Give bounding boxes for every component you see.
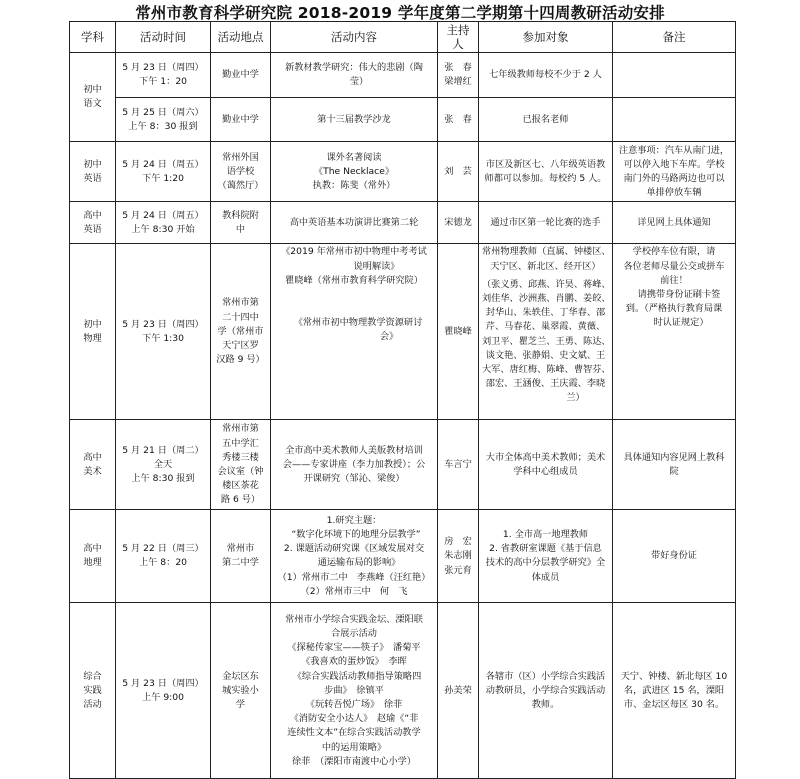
time-cell: 5 月 23 日（周四） 下午 1：20: [116, 53, 211, 98]
note-cell: 详见网上具体通知: [613, 202, 736, 244]
content-cell: 《2019 年常州市初中物理中考考试 说明解读》 瞿晓峰（常州市教育科学研究院） 《常州市初中物理教学资源研讨 会》: [271, 244, 438, 420]
table-row: [70, 202, 736, 244]
place-cell: 常州外国 语学校 （蔼然厅）: [211, 142, 271, 202]
audience-cell: 七年级教师每校不少于 2 人: [479, 53, 613, 98]
place-cell: 常州市第 二十四中 学（常州市 天宁区罗 汉路 9 号）: [211, 244, 271, 420]
host-cell: 孙美荣: [438, 603, 479, 779]
note-cell: 注意事项：汽车从南门进， 可以停入地下车库。学校 南门外的马路两边也可以 单排停放车辆: [613, 142, 736, 202]
place-cell: 勤业中学: [211, 53, 271, 98]
subject-cell: 初中 物理: [70, 244, 116, 420]
content-cell: 常州市小学综合实践金坛、溧阳联 合展示活动 《探秘传家宝——筷子》 潘菊平 《我喜欢的蛋炒饭》 李晖 《综合实践活动教师指导策略四 步曲》 徐镇平 《玩转吾悦广场》 徐菲 《消防安全小达人》 赵瑜《“非 连续性文本”在综合实践活动教学 中的运用策略》 徐菲 （溧阳市南渡中心小学）: [271, 603, 438, 779]
place-cell: 金坛区东 城实验小 学: [211, 603, 271, 779]
audience-cell: 大市全体高中美术教师；美术 学科中心组成员: [479, 420, 613, 510]
note-cell: 带好身份证: [613, 510, 736, 603]
content-cell: 1.研究主题： “数字化环境下的地理分层教学” 2. 课题活动研究课《区域发展对交 通运输布局的影响》 （1）常州市二中 李燕峰（汪红艳） （2）常州市三中 何 飞: [271, 510, 438, 603]
content-cell: 第十三届教学沙龙: [271, 98, 438, 142]
time-cell: 5 月 24 日（周五） 上午 8:30 开始: [116, 202, 211, 244]
note-cell: 具体通知内容见网上教科 院: [613, 420, 736, 510]
note-cell: [613, 98, 736, 142]
table-row: [70, 603, 736, 779]
header-subject: 学科: [70, 22, 116, 53]
audience-cell: 市区及新区七、八年级英语教 师都可以参加。每校约 5 人。: [479, 142, 613, 202]
header-content: 活动内容: [271, 22, 438, 53]
page-title: 常州市教育科学研究院 2018-2019 学年度第二学期第十四周教研活动安排: [135, 4, 665, 22]
header-note: 备注: [613, 22, 736, 53]
subject-cell: 高中 地理: [70, 510, 116, 603]
audience-cell: 已报名老师: [479, 98, 613, 142]
time-cell: 5 月 22 日（周三） 上午 8：20: [116, 510, 211, 603]
host-cell: 宋德龙: [438, 202, 479, 244]
host-cell: 张 春: [438, 98, 479, 142]
subject-cell: 初中 英语: [70, 142, 116, 202]
table-row: [70, 142, 736, 202]
table-row: [70, 420, 736, 510]
time-cell: 5 月 21 日（周二） 全天 上午 8:30 报到: [116, 420, 211, 510]
header-time: 活动时间: [116, 22, 211, 53]
note-cell: [613, 53, 736, 98]
content-cell: 全市高中美术教师人美版教材培训 会——专家讲座（李力加教授）；公 开课研究（邹沁、梁俊）: [271, 420, 438, 510]
host-cell: 张 春 梁增红: [438, 53, 479, 98]
header-place: 活动地点: [211, 22, 271, 53]
note-cell: 天宁、钟楼、新北每区 10 名，武进区 15 名，溧阳 市、金坛区每区 30 名。: [613, 603, 736, 779]
content-cell: 课外名著阅读 《The Necklace》 执教：陈斐（常外）: [271, 142, 438, 202]
table-row: [70, 98, 736, 142]
audience-cell: 通过市区第一轮比赛的选手: [479, 202, 613, 244]
table-row: [70, 510, 736, 603]
place-cell: 教科院附 中: [211, 202, 271, 244]
header-host: 主持人: [438, 22, 479, 53]
note-cell: 学校停车位有限，请 各位老师尽量公交或拼车 前往！ 请携带身份证刷卡签 到。（严格执行教育局课 时认证规定）: [613, 244, 736, 420]
host-cell: 瞿晓峰: [438, 244, 479, 420]
subject-cell: 高中 美术: [70, 420, 116, 510]
subject-cell: 综合 实践 活动: [70, 603, 116, 779]
place-cell: 勤业中学: [211, 98, 271, 142]
place-cell: 常州市第 五中学汇 秀楼三楼 会议室（钟 楼区茶花 路 6 号）: [211, 420, 271, 510]
place-cell: 常州市 第二中学: [211, 510, 271, 603]
host-cell: 车言宁: [438, 420, 479, 510]
host-cell: 房 宏 朱志刚 张元育: [438, 510, 479, 603]
subject-cell: 初中 语文: [70, 53, 116, 142]
audience-cell: 1. 全市高一地理教师 2. 省教研室课题《基于信息 技术的高中分层教学研究》全 体成员: [479, 510, 613, 603]
table-row: [70, 53, 736, 98]
table-row: [70, 244, 736, 420]
schedule-table: [69, 21, 736, 779]
content-cell: 高中英语基本功演讲比赛第二轮: [271, 202, 438, 244]
subject-cell: 高中 英语: [70, 202, 116, 244]
header-audience: 参加对象: [479, 22, 613, 53]
content-cell: 新教材教学研究：伟大的悲剧（陶 莹）: [271, 53, 438, 98]
audience-cell: 常州物理教师（直属、钟楼区、 天宁区、新北区、经开区） （张义勇、邱燕、许昊、蒋峰、 刘佳华、沙洲燕、肖鹏、姜皎、 封华山、朱轶佳、丁华春、邵 芹、马春花、巢翠霞、黄薇、 刘卫平、瞿芝兰、王勇、陈达、 谈文艳、张静娟、史文斌、王 大军、唐红梅、陈峰、曹智芬、 邵宏、王涵俊、王庆霞、李晓 兰）: [479, 244, 613, 420]
table-header-row: [70, 22, 736, 53]
audience-cell: 各辖市（区）小学综合实践活 动教研员，小学综合实践活动 教师。: [479, 603, 613, 779]
time-cell: 5 月 23 日（周四） 上午 9:00: [116, 603, 211, 779]
time-cell: 5 月 25 日（周六） 上午 8：30 报到: [116, 98, 211, 142]
time-cell: 5 月 24 日（周五） 下午 1:20: [116, 142, 211, 202]
host-cell: 刘 芸: [438, 142, 479, 202]
time-cell: 5 月 23 日（周四） 下午 1:30: [116, 244, 211, 420]
